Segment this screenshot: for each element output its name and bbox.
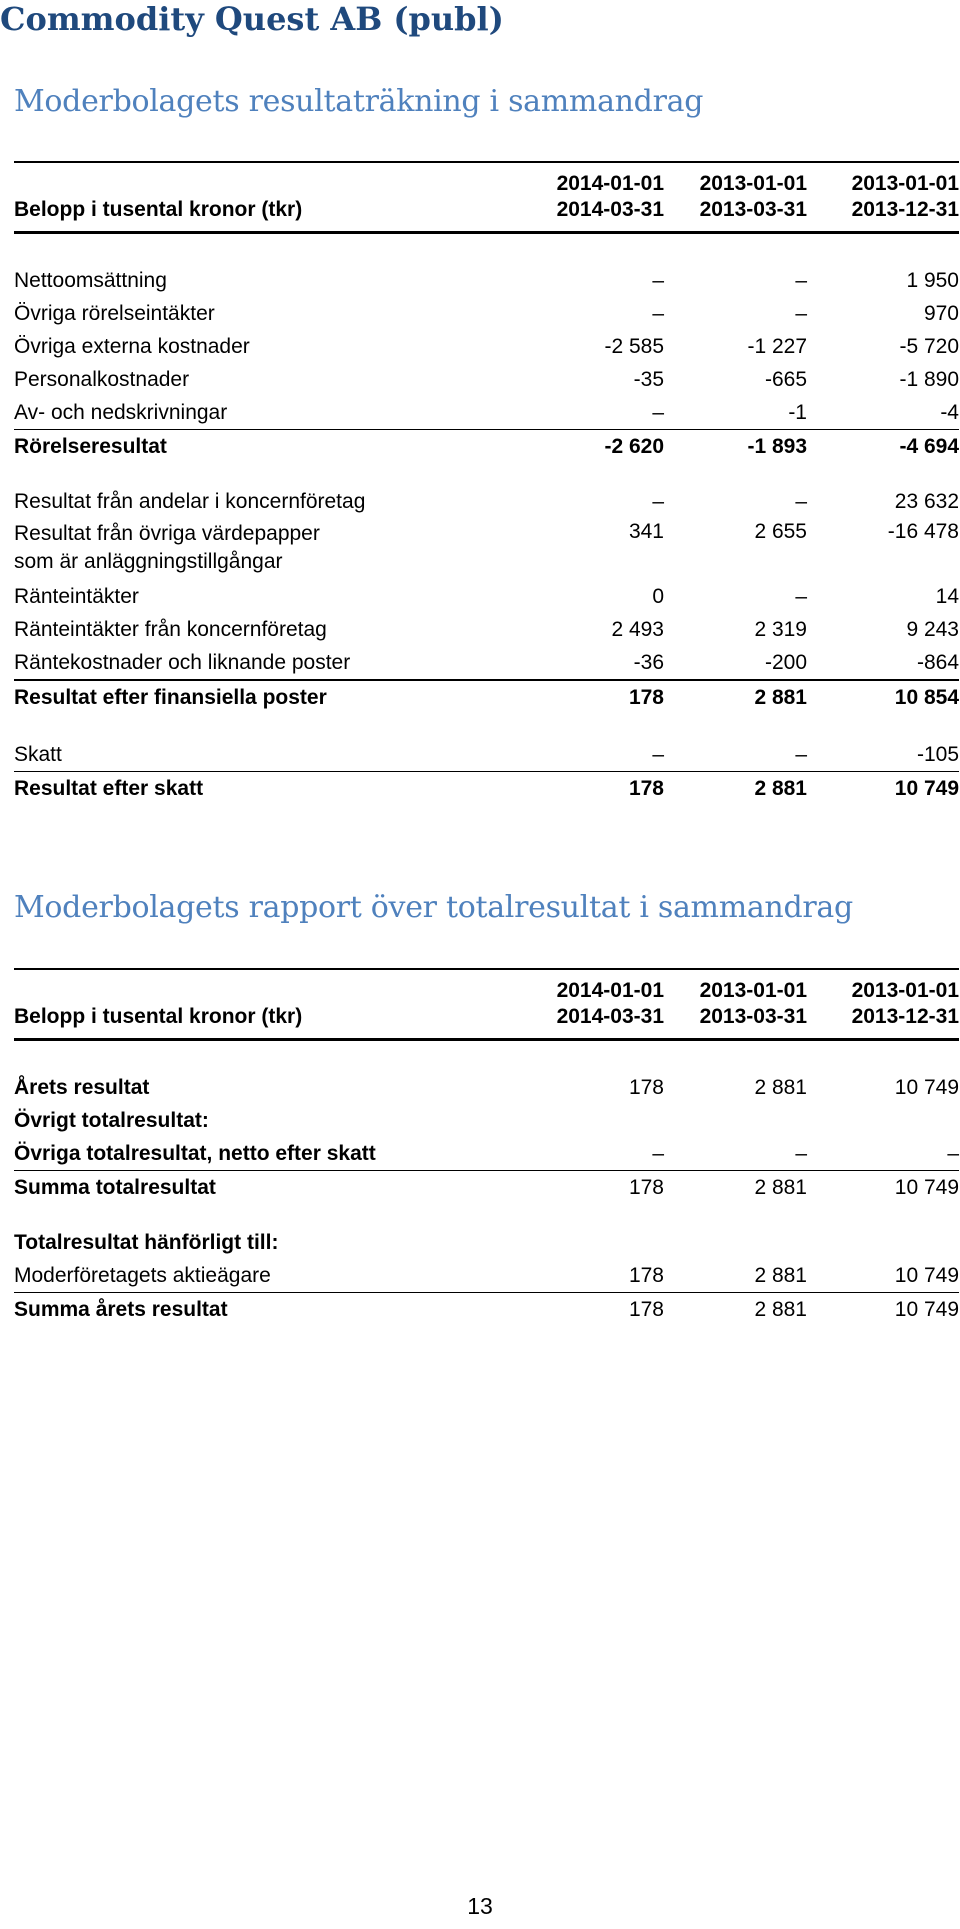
- row-value: 10 749: [807, 1171, 959, 1205]
- row-value: 2 881: [754, 1076, 807, 1099]
- row-value: 178: [628, 1264, 664, 1287]
- row-value: –: [795, 585, 807, 608]
- comprehensive-income-table: [14, 968, 959, 1326]
- period-end-3: 2013-12-31: [807, 1004, 959, 1040]
- row-value: -864: [916, 651, 959, 674]
- row-value: 14: [935, 585, 959, 608]
- row-value: 2 881: [664, 1293, 807, 1327]
- row-value: –: [652, 302, 664, 325]
- row-value: –: [652, 1142, 664, 1165]
- table-row: [14, 646, 959, 680]
- row-value: –: [795, 302, 807, 325]
- period-start-2: 2013-01-01: [699, 172, 807, 195]
- table-row: [14, 613, 959, 646]
- row-value: –: [795, 490, 807, 513]
- row-value: –: [652, 490, 664, 513]
- spacer-row: [14, 463, 959, 485]
- income-statement-heading: Moderbolagets resultaträkning i sammandrag: [14, 84, 704, 119]
- row-label: Ränteintäkter: [14, 585, 139, 608]
- period-end-row: [14, 1004, 959, 1040]
- period-start-1: 2014-01-01: [556, 172, 664, 195]
- table-row: [14, 1104, 959, 1137]
- row-label: Summa totalresultat: [14, 1171, 524, 1205]
- row-value: [524, 1104, 664, 1137]
- row-value: -16 478: [887, 520, 959, 543]
- row-label: Personalkostnader: [14, 368, 190, 391]
- total-row: [14, 1293, 959, 1327]
- table-row: [14, 264, 959, 297]
- period-start-3: 2013-01-01: [851, 979, 959, 1002]
- row-label: Övriga rörelseintäkter: [14, 302, 215, 325]
- page-number: 13: [467, 1893, 493, 1919]
- table-row: [14, 1226, 959, 1259]
- period-end-3: 2013-12-31: [807, 197, 959, 233]
- row-value: 178: [524, 680, 664, 716]
- subtotal-row: [14, 680, 959, 716]
- table-row: [14, 1137, 959, 1171]
- row-value: –: [652, 401, 664, 424]
- row-value: -35: [633, 368, 664, 391]
- header-blank-cell: [14, 162, 524, 197]
- header-blank-cell: [14, 969, 524, 1004]
- row-value: -5 720: [899, 335, 959, 358]
- spacer-row: [14, 233, 959, 265]
- row-value: -105: [916, 743, 959, 766]
- row-value: 10 749: [894, 1076, 959, 1099]
- row-value: -200: [764, 651, 807, 674]
- row-value: [807, 1104, 959, 1137]
- comprehensive-income-heading: Moderbolagets rapport över totalresultat i sammandrag: [14, 890, 853, 925]
- row-label: Resultat efter finansiella poster: [14, 680, 524, 716]
- table-row: [14, 297, 959, 330]
- row-label: Skatt: [14, 743, 62, 766]
- table-row: [14, 363, 959, 396]
- spacer-row: [14, 716, 959, 738]
- row-value: -665: [764, 368, 807, 391]
- row-value: 23 632: [894, 490, 959, 513]
- row-value: [664, 1226, 807, 1259]
- period-start-3: 2013-01-01: [851, 172, 959, 195]
- row-label: Räntekostnader och liknande poster: [14, 651, 351, 674]
- total-row: [14, 772, 959, 806]
- row-value: –: [795, 1142, 807, 1165]
- spacer-row: [14, 1040, 959, 1072]
- row-value: 2 881: [754, 1264, 807, 1287]
- period-end-1: 2014-03-31: [524, 1004, 664, 1040]
- row-value: 178: [524, 772, 664, 806]
- row-value: –: [795, 743, 807, 766]
- row-value: 10 749: [894, 1264, 959, 1287]
- period-end-row: [14, 197, 959, 233]
- row-value: 178: [524, 1171, 664, 1205]
- total-row: [14, 1171, 959, 1205]
- row-value: 970: [923, 302, 959, 325]
- period-end-2: 2013-03-31: [664, 197, 807, 233]
- row-value: -4 694: [807, 430, 959, 464]
- period-start-2: 2013-01-01: [699, 979, 807, 1002]
- row-label: Resultat från andelar i koncernföretag: [14, 490, 366, 513]
- company-title: Commodity Quest AB (publ): [0, 0, 504, 38]
- income-statement-table: [14, 161, 959, 805]
- row-value: [807, 1226, 959, 1259]
- row-value: 9 243: [906, 618, 959, 641]
- table-row: [14, 1071, 959, 1104]
- table-row: [14, 396, 959, 430]
- row-value: 2 493: [611, 618, 664, 641]
- row-value: -2 585: [604, 335, 664, 358]
- row-value: 178: [524, 1293, 664, 1327]
- period-end-1: 2014-03-31: [524, 197, 664, 233]
- row-value: 2 655: [754, 520, 807, 543]
- row-value: 2 881: [664, 680, 807, 716]
- row-value: –: [947, 1142, 959, 1165]
- row-label: Resultat från övriga värdepapper som är anläggningstillgångar: [14, 522, 320, 573]
- row-label: Årets resultat: [14, 1076, 150, 1099]
- row-value: 1 950: [906, 269, 959, 292]
- row-value: 10 854: [807, 680, 959, 716]
- row-label: Moderföretagets aktieägare: [14, 1264, 271, 1287]
- row-value: 341: [628, 520, 664, 543]
- row-label: Övriga externa kostnader: [14, 335, 250, 358]
- row-value: 2 319: [754, 618, 807, 641]
- table-row: [14, 330, 959, 363]
- row-value: 10 749: [807, 772, 959, 806]
- row-value: 2 881: [664, 1171, 807, 1205]
- row-value: 10 749: [807, 1293, 959, 1327]
- row-label: Rörelseresultat: [14, 430, 524, 464]
- row-value: –: [652, 743, 664, 766]
- row-value: -1 890: [899, 368, 959, 391]
- row-value: [524, 1226, 664, 1259]
- period-start-row: [14, 162, 959, 197]
- row-value: -1: [788, 401, 807, 424]
- row-label: Summa årets resultat: [14, 1293, 524, 1327]
- table-row: [14, 1259, 959, 1293]
- row-value: -4: [940, 401, 959, 424]
- period-start-1: 2014-01-01: [556, 979, 664, 1002]
- unit-label: Belopp i tusental kronor (tkr): [14, 1004, 524, 1040]
- row-value: 178: [628, 1076, 664, 1099]
- row-label: Totalresultat hänförligt till:: [14, 1231, 279, 1254]
- row-value: -2 620: [524, 430, 664, 464]
- unit-label: Belopp i tusental kronor (tkr): [14, 197, 524, 233]
- subtotal-row: [14, 430, 959, 464]
- row-value: [664, 1104, 807, 1137]
- table-row: [14, 485, 959, 518]
- row-value: –: [652, 269, 664, 292]
- row-value: –: [795, 269, 807, 292]
- row-label: Nettoomsättning: [14, 269, 167, 292]
- row-label: Övriga totalresultat, netto efter skatt: [14, 1142, 376, 1165]
- row-label: Av- och nedskrivningar: [14, 401, 228, 424]
- row-value: 2 881: [664, 772, 807, 806]
- row-value: -1 893: [664, 430, 807, 464]
- row-value: -36: [633, 651, 664, 674]
- row-label: Övrigt totalresultat:: [14, 1109, 209, 1132]
- row-label: Resultat efter skatt: [14, 772, 524, 806]
- period-start-row: [14, 969, 959, 1004]
- row-value: -1 227: [747, 335, 807, 358]
- table-row: [14, 738, 959, 772]
- table-row: [14, 518, 959, 580]
- row-label: Ränteintäkter från koncernföretag: [14, 618, 327, 641]
- row-value: 0: [652, 585, 664, 608]
- period-end-2: 2013-03-31: [664, 1004, 807, 1040]
- table-row: [14, 580, 959, 613]
- spacer-row: [14, 1204, 959, 1226]
